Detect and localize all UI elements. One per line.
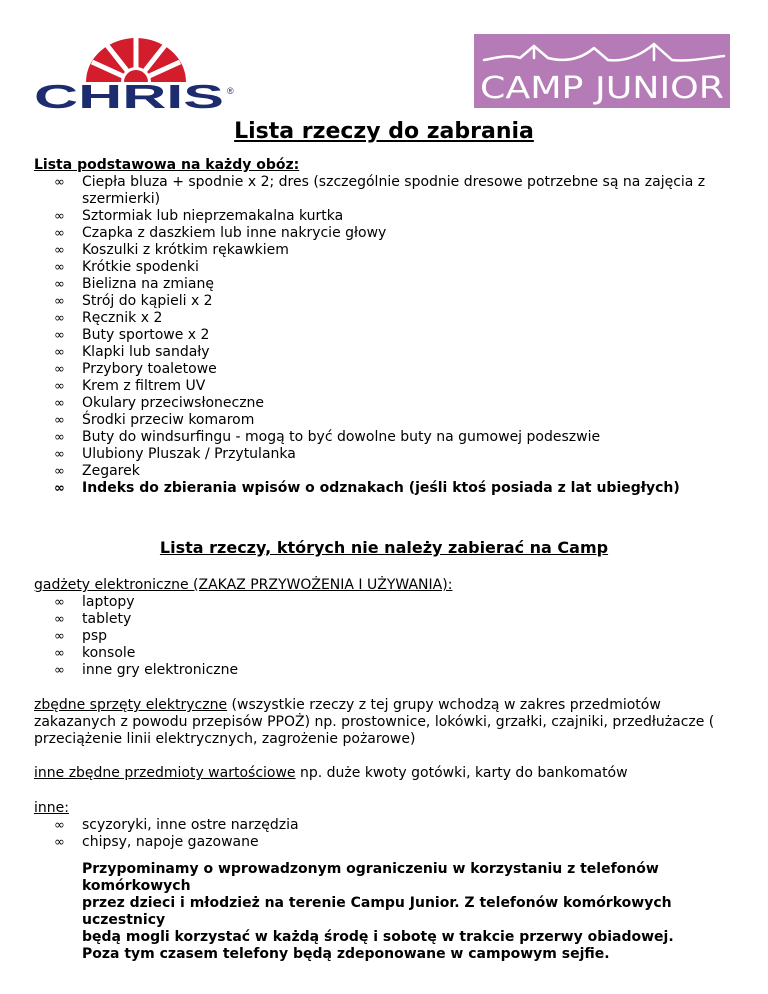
list-item bbox=[34, 310, 734, 327]
list-item bbox=[34, 628, 734, 645]
list-item-text: Bielizna na zmianę bbox=[82, 276, 214, 292]
list-item-text: psp bbox=[82, 628, 108, 644]
list-item bbox=[34, 446, 734, 463]
list-item bbox=[34, 429, 734, 446]
bullet-icon: ∞ bbox=[54, 464, 65, 479]
forbidden-title: Lista rzeczy, których nie należy zabierać na Camp bbox=[159, 538, 609, 557]
gadgets-list bbox=[34, 594, 734, 679]
valuables-heading: inne zbędne przedmioty wartościowe bbox=[34, 765, 296, 781]
list-item-text: tablety bbox=[82, 611, 132, 627]
list-item-text: Sztormiak lub nieprzemakalna kurtka bbox=[82, 208, 344, 224]
list-item bbox=[34, 293, 734, 310]
camp-junior-logo bbox=[474, 34, 730, 108]
list-item bbox=[34, 361, 734, 378]
phone-notice-line: Poza tym czasem telefony będą zdeponowane w campowym sejfie. bbox=[82, 946, 610, 962]
list-item-text: Czapka z daszkiem lub inne nakrycie głowy bbox=[82, 225, 387, 241]
bullet-icon: ∞ bbox=[54, 243, 65, 258]
list-item bbox=[34, 378, 734, 395]
list-item-text: Strój do kąpieli x 2 bbox=[82, 293, 213, 309]
list-item bbox=[34, 327, 734, 344]
list-item-text: laptopy bbox=[82, 594, 135, 610]
bullet-icon: ∞ bbox=[54, 396, 65, 411]
bullet-icon: ∞ bbox=[54, 595, 65, 610]
list-item-text: Okulary przeciwsłoneczne bbox=[82, 395, 265, 411]
bullet-icon: ∞ bbox=[54, 362, 65, 377]
electrical-heading: zbędne sprzęty elektryczne bbox=[34, 697, 228, 713]
list-item-text: Zegarek bbox=[82, 463, 140, 479]
other-list bbox=[34, 817, 734, 851]
phone-notice-line: Przypominamy o wprowadzonym ograniczeniu w korzystaniu z telefonów komórkowych bbox=[82, 861, 659, 894]
bullet-icon: ∞ bbox=[54, 629, 65, 644]
list-item-text: Krótkie spodenki bbox=[82, 259, 199, 275]
bullet-icon: ∞ bbox=[54, 663, 65, 678]
list-item-text: Ciepła bluza + spodnie x 2; dres (szczególnie spodnie dresowe potrzebne są na zajęcia z szermierki) bbox=[82, 174, 706, 207]
bullet-icon: ∞ bbox=[54, 835, 65, 850]
electrical-text: (wszystkie rzeczy z tej grupy wchodzą w zakres przedmiotów zakazanych z powodu przepisów PPOŻ) np. prostownice, lokówki, grzałki, czajniki, przedłużacze ( przeciążenie linii elektrycznych, zagrożenie pożarowe) bbox=[34, 697, 715, 747]
bullet-icon: ∞ bbox=[54, 277, 65, 292]
list-item-text: Ulubiony Pluszak / Przytulanka bbox=[82, 446, 296, 462]
camp-logo-text: CAMP JUNIOR bbox=[480, 71, 724, 106]
list-item bbox=[34, 412, 734, 429]
list-item bbox=[34, 259, 734, 276]
list-item bbox=[34, 817, 734, 834]
list-item-text: scyzoryki, inne ostre narzędzia bbox=[82, 817, 299, 833]
list-item bbox=[34, 611, 734, 628]
list-item bbox=[34, 276, 734, 293]
bullet-icon: ∞ bbox=[54, 328, 65, 343]
list-item bbox=[34, 242, 734, 259]
bullet-icon: ∞ bbox=[54, 226, 65, 241]
list-item bbox=[34, 662, 734, 679]
bullet-icon: ∞ bbox=[54, 646, 65, 661]
valuables-text: np. duże kwoty gotówki, karty do bankomatów bbox=[295, 765, 628, 781]
list-item bbox=[34, 594, 734, 611]
basic-list-heading: Lista podstawowa na każdy obóz: bbox=[34, 157, 300, 173]
list-item bbox=[34, 463, 734, 480]
other-heading: inne: bbox=[34, 800, 69, 816]
bullet-icon: ∞ bbox=[54, 345, 65, 360]
bullet-icon: ∞ bbox=[54, 447, 65, 462]
list-item-text: Krem z filtrem UV bbox=[82, 378, 206, 394]
list-item bbox=[34, 174, 734, 208]
list-item-text: Środki przeciw komarom bbox=[82, 412, 255, 428]
list-item-text: chipsy, napoje gazowane bbox=[82, 834, 259, 850]
bullet-icon: ∞ bbox=[54, 818, 65, 833]
list-item bbox=[34, 834, 734, 851]
other-section bbox=[34, 800, 734, 851]
bullet-icon: ∞ bbox=[54, 260, 65, 275]
bullet-icon: ∞ bbox=[54, 379, 65, 394]
list-item-text: Buty do windsurfingu - mogą to być dowolne buty na gumowej podeszwie bbox=[82, 429, 601, 445]
page-title: Lista rzeczy do zabrania bbox=[234, 119, 534, 144]
phone-notice bbox=[82, 861, 752, 963]
list-item-text: konsole bbox=[82, 645, 136, 661]
list-item bbox=[34, 645, 734, 662]
electrical-section bbox=[34, 697, 734, 748]
list-item bbox=[34, 395, 734, 412]
basic-list-section bbox=[34, 157, 734, 497]
bullet-icon: ∞ bbox=[54, 175, 65, 190]
bullet-icon: ∞ bbox=[54, 430, 65, 445]
list-item-text: Buty sportowe x 2 bbox=[82, 327, 210, 343]
gadgets-heading: gadżety elektroniczne (ZAKAZ PRZYWOŻENIA I UŻYWANIA): bbox=[34, 577, 453, 593]
chris-logo bbox=[34, 36, 238, 112]
list-item-text: Koszulki z krótkim rękawkiem bbox=[82, 242, 289, 258]
bullet-icon: ∞ bbox=[54, 294, 65, 309]
list-item-text: Klapki lub sandały bbox=[82, 344, 210, 360]
list-item bbox=[34, 480, 734, 497]
phone-notice-line: będą mogli korzystać w każdą środę i sobotę w trakcie przerwy obiadowej. bbox=[82, 929, 674, 945]
chris-logo-text: CHRIS bbox=[34, 78, 224, 112]
list-item bbox=[34, 344, 734, 361]
bullet-icon: ∞ bbox=[54, 311, 65, 326]
chris-logo-reg: ® bbox=[227, 86, 234, 96]
list-item bbox=[34, 208, 734, 225]
basic-list bbox=[34, 174, 734, 497]
list-item-text: Ręcznik x 2 bbox=[82, 310, 163, 326]
gadgets-section bbox=[34, 577, 734, 679]
bullet-icon: ∞ bbox=[54, 481, 65, 496]
bullet-icon: ∞ bbox=[54, 612, 65, 627]
phone-notice-line: przez dzieci i młodzież na terenie Campu Junior. Z telefonów komórkowych uczestnicy bbox=[82, 895, 672, 928]
list-item-text: Indeks do zbierania wpisów o odznakach (jeśli ktoś posiada z lat ubiegłych) bbox=[82, 480, 680, 496]
valuables-section bbox=[34, 765, 734, 782]
list-item-text: Przybory toaletowe bbox=[82, 361, 217, 377]
bullet-icon: ∞ bbox=[54, 209, 65, 224]
list-item bbox=[34, 225, 734, 242]
list-item-text: inne gry elektroniczne bbox=[82, 662, 239, 678]
bullet-icon: ∞ bbox=[54, 413, 65, 428]
